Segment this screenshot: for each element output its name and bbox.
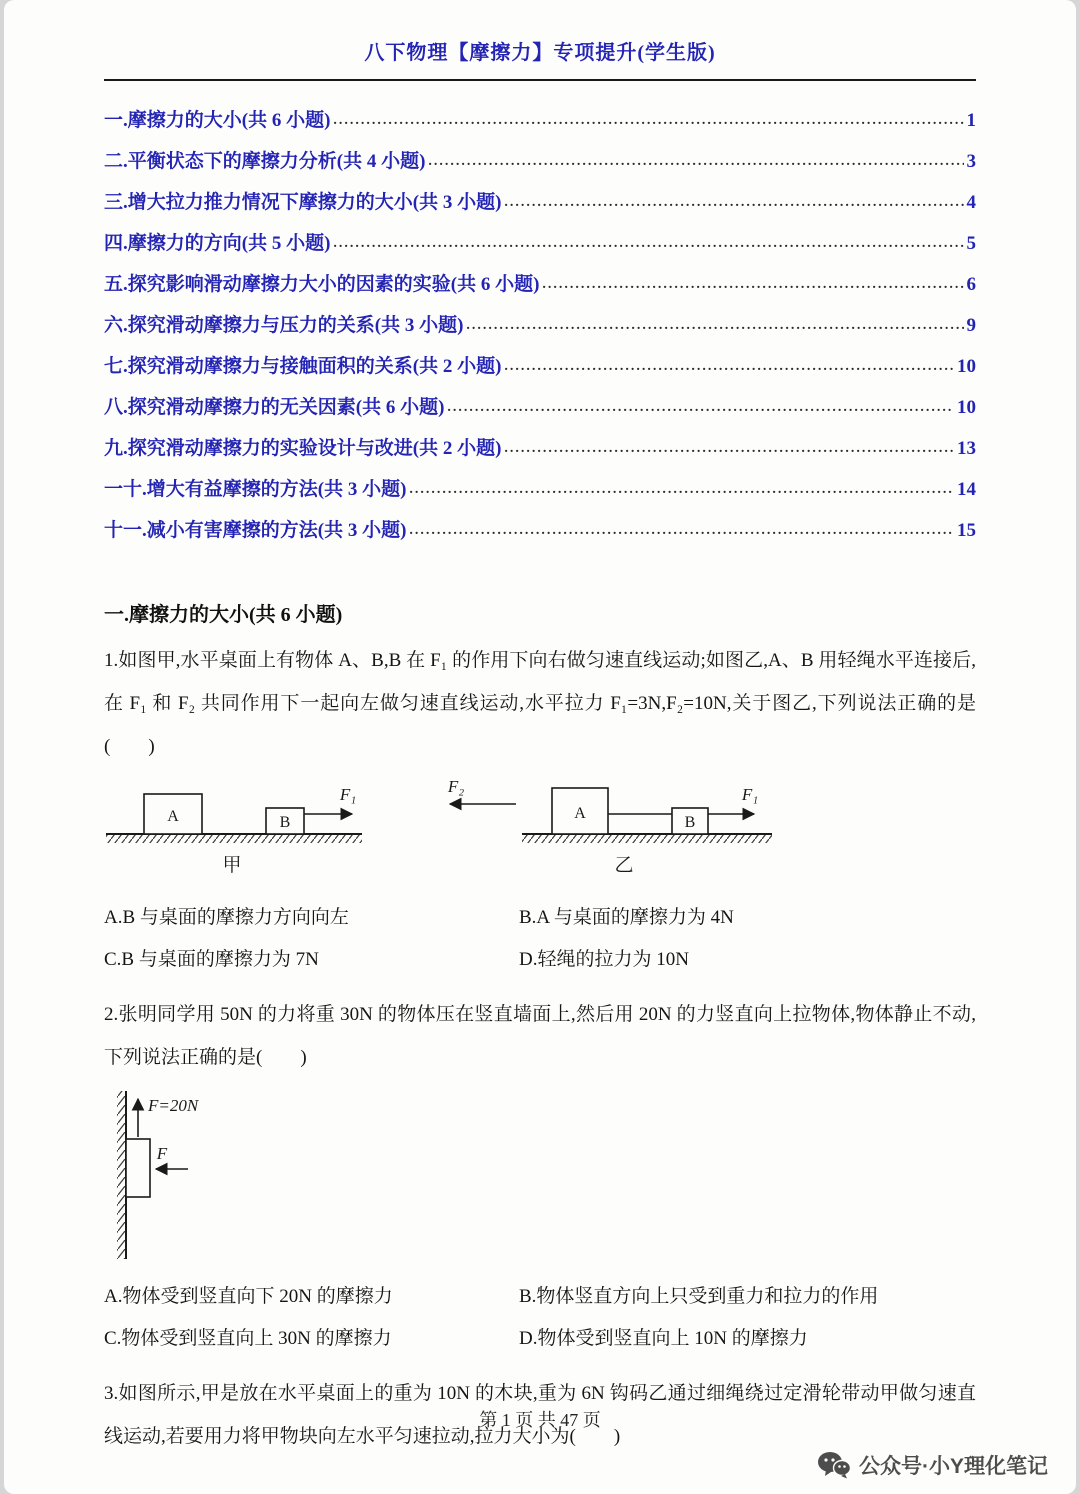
question-2-options xyxy=(104,1276,976,1360)
toc-item[interactable] xyxy=(104,269,976,310)
block-b-label: B xyxy=(684,814,696,831)
option-d: D.轻绳的拉力为 10N xyxy=(519,949,689,970)
figure-question-2 xyxy=(104,1087,976,1272)
toc-dot-leader xyxy=(428,154,963,170)
toc-item-label: 七.探究滑动摩擦力与接触面积的关系(共 2 小题) xyxy=(104,356,502,377)
force-label-f2: F₂ xyxy=(447,777,465,796)
force-label-f1: F₁ xyxy=(339,785,357,804)
force-label-f1: F₁ xyxy=(741,785,759,804)
toc-item-label: 八.探究滑动摩擦力的无关因素(共 6 小题) xyxy=(104,397,445,418)
option-b: B.物体竖直方向上只受到重力和拉力的作用 xyxy=(519,1286,879,1307)
toc-dot-leader xyxy=(504,441,954,457)
watermark-text: 公众号·小Y理化笔记 xyxy=(859,1455,1048,1478)
question-2-text: 2.张明同学用 50N 的力将重 30N 的物体压在竖直墙面上,然后用 20N 的力竖直向上拉物体,物体静止不动,下列说法正确的是( ) xyxy=(104,1004,976,1068)
toc-page-number: 6 xyxy=(966,274,976,295)
title-divider xyxy=(104,79,976,81)
wall-hatching xyxy=(117,1091,126,1259)
toc-item[interactable] xyxy=(104,474,976,515)
toc-page-number: 5 xyxy=(966,233,976,254)
toc-item-label: 三.增大拉力推力情况下摩擦力的大小(共 3 小题) xyxy=(104,192,502,213)
toc-item[interactable] xyxy=(104,351,976,392)
table-of-contents xyxy=(104,105,976,556)
toc-item-label: 四.摩擦力的方向(共 5 小题) xyxy=(104,233,331,254)
toc-page-number: 14 xyxy=(957,479,976,500)
toc-item[interactable] xyxy=(104,146,976,187)
toc-page-number: 9 xyxy=(966,315,976,336)
question-3-text: 3.如图所示,甲是放在水平桌面上的重为 10N 的木块,重为 6N 钩码乙通过细绳绕过定滑轮带动甲做匀速直线运动,若要用力将甲物块向左水平匀速拉动,拉力大小为( ) xyxy=(104,1383,976,1447)
figure-question-1 xyxy=(104,776,976,893)
option-d: D.物体受到竖直向上 10N 的摩擦力 xyxy=(519,1328,808,1349)
section-heading: 一.摩擦力的大小(共 6 小题) xyxy=(104,604,343,626)
option-c: C.物体受到竖直向上 30N 的摩擦力 xyxy=(104,1328,392,1349)
block-a-label: A xyxy=(167,808,179,825)
toc-item-label: 一十.增大有益摩擦的方法(共 3 小题) xyxy=(104,479,407,500)
toc-page-number: 10 xyxy=(957,397,976,418)
wechat-icon xyxy=(817,1451,851,1479)
ground-hatching xyxy=(522,834,772,843)
option-a: A.B 与桌面的摩擦力方向向左 xyxy=(104,907,349,928)
toc-dot-leader xyxy=(333,236,963,252)
toc-dot-leader xyxy=(333,113,963,129)
toc-dot-leader xyxy=(504,195,963,211)
toc-page-number: 1 xyxy=(966,110,976,131)
toc-item[interactable] xyxy=(104,515,976,556)
toc-item[interactable] xyxy=(104,433,976,474)
watermark xyxy=(817,1450,1048,1480)
toc-item[interactable] xyxy=(104,392,976,433)
toc-dot-leader xyxy=(504,359,954,375)
question-1-text: 1.如图甲,水平桌面上有物体 A、B,B 在 F₁ 的作用下向右做匀速直线运动;如图乙,A、B 用轻绳水平连接后,在 F₁ 和 F₂ 共同作用下一起向左做匀速直线运动,水平拉力 F₁=3N,F₂=10N,关于图乙,下列说法正确的是( ) xyxy=(104,650,976,757)
caption-yi: 乙 xyxy=(614,855,634,876)
toc-page-number: 10 xyxy=(957,356,976,377)
toc-item[interactable] xyxy=(104,228,976,269)
toc-item-label: 十一.减小有害摩擦的方法(共 3 小题) xyxy=(104,520,407,541)
toc-dot-leader xyxy=(542,277,963,293)
caption-jia: 甲 xyxy=(222,855,242,876)
toc-dot-leader xyxy=(447,400,954,416)
toc-item[interactable] xyxy=(104,310,976,351)
toc-item[interactable] xyxy=(104,187,976,228)
toc-dot-leader xyxy=(409,482,954,498)
wall-block-diagram xyxy=(104,1087,364,1267)
block-on-wall xyxy=(126,1139,150,1197)
ground-hatching xyxy=(106,834,362,843)
toc-item-label: 一.摩擦力的大小(共 6 小题) xyxy=(104,110,331,131)
document-page xyxy=(4,0,1076,1494)
block-a-label: A xyxy=(574,805,586,822)
page-number-footer: 第 1 页 共 47 页 xyxy=(479,1410,601,1430)
blocks-diagram xyxy=(104,776,976,888)
toc-item-label: 九.探究滑动摩擦力的实验设计与改进(共 2 小题) xyxy=(104,438,502,459)
option-a: A.物体受到竖直向下 20N 的摩擦力 xyxy=(104,1286,393,1307)
block-b-label: B xyxy=(279,814,291,831)
toc-dot-leader xyxy=(409,523,954,539)
toc-dot-leader xyxy=(466,318,963,334)
toc-page-number: 15 xyxy=(957,520,976,541)
toc-item-label: 五.探究影响滑动摩擦力大小的因素的实验(共 6 小题) xyxy=(104,274,540,295)
question-1-options xyxy=(104,897,976,981)
option-b: B.A 与桌面的摩擦力为 4N xyxy=(519,907,734,928)
toc-item-label: 六.探究滑动摩擦力与压力的关系(共 3 小题) xyxy=(104,315,464,336)
toc-page-number: 4 xyxy=(966,192,976,213)
toc-item-label: 二.平衡状态下的摩擦力分析(共 4 小题) xyxy=(104,151,426,172)
toc-item[interactable] xyxy=(104,105,976,146)
document-title: 八下物理【摩擦力】专项提升(学生版) xyxy=(364,42,716,64)
toc-page-number: 13 xyxy=(957,438,976,459)
option-c: C.B 与桌面的摩擦力为 7N xyxy=(104,949,319,970)
force-label-f20n: F=20N xyxy=(148,1096,199,1115)
toc-page-number: 3 xyxy=(966,151,976,172)
force-label-f: F xyxy=(156,1144,168,1163)
